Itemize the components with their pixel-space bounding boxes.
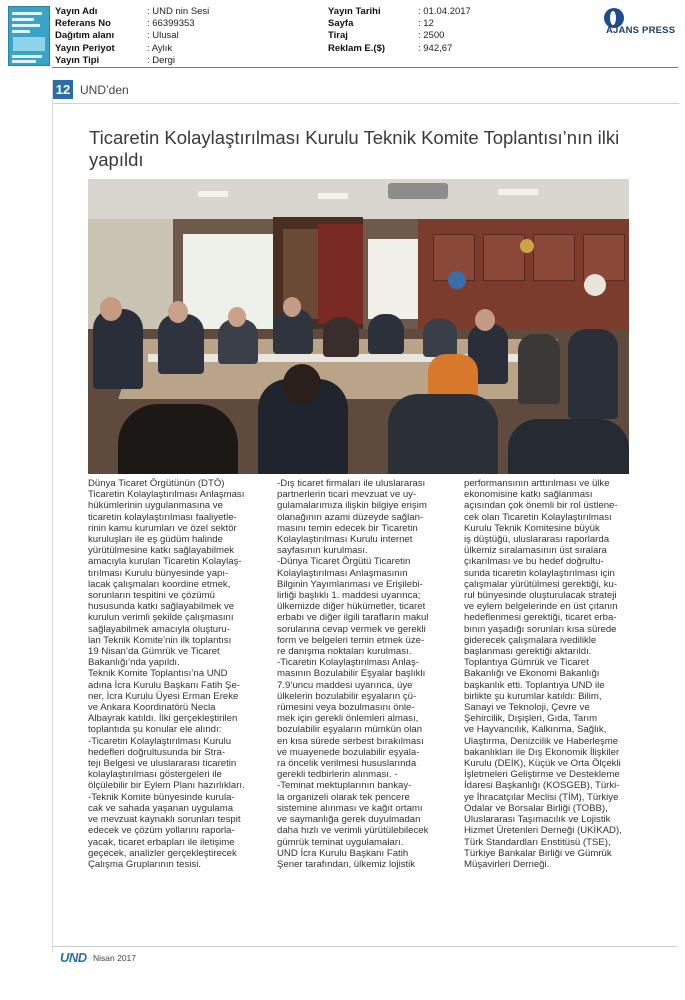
article-column-3: performansının arttırılması ve ülke ekonomisine katkı sağlanması açısından çok önemli bir rol üstlene- cek olan Ticaretin Kolaylaştırılması Kurulu Teknik Komitesine büyük iş düştüğü, uluslararası raporlarda ülkemiz sıralamasının üst sıralara çıkarılması ve bu hedef doğrultu- sunda ticaretin kolaylaştırılması için çalışmalar yürütülmesi gerektiği, ku- rul bünyesinde oluşturulacak strateji ve eylem belgelerinde en üst çıtanın hedeflenmesi gerektiği, ticaret erba- bının yaşadığı sorunları kısa sürede giderecek çalışmalara ivedilikle başlanması gerektiği aktarıldı. Toplantıya Gümrük ve Ticaret Bakanlığı ve Ekonomi Bakanlığı başkanlık etti. Toplantıya UND ile birlikte şu kurumlar katıldı: Bilim, Sanayi ve Teknoloji, Çevre ve Şehircilik, Dışişleri, Gıda, Tarım ve Hayvancılık, Kalkınma, Sağlık, Ulaştırma, Denizcilik ve Haberleşme bakanlıkları ile Dış Ekonomik İlişkiler Kurulu (DEİK), Küçük ve Orta Ölçekli İşletmeleri Geliştirme ve Destekleme İdaresi Başkanlığı (KOSGEB), Türki- ye İhracatçılar Meclisi (TİM), Türkiye Odalar ve Borsalar Birliği (TOBB), Uluslararası Taşımacılık ve Lojistik Hizmet Üretenleri Derneği (UKİKAD), Türk Standardları Enstitüsü (TSE), Türkiye Bankalar Birliği ve Gümrük Müşavirleri Derneği. xyxy=(464,478,622,870)
header-divider xyxy=(52,67,678,68)
article-column-2: -Dış ticaret firmaları ile uluslararası partnerlerin ticari mevzuat ve uy- gulamalarımıza ilişkin bilgiye erişim olanağının azami düzeyde sağlan- masını temin edecek bir Ticaretin Kolaylaştırılması Kurulu internet sayfasının kurulması. -Dünya Ticaret Örgütü Ticaretin Kolaylaştırılması Anlaşmasının Bilginin Yayımlanması ve Erişilebi- lirliği başlıklı 1. maddesi uyarınca; ülkemizde diğer hükümetler, ticaret erbabı ve diğer ilgili tarafların makul sorularına cevap vermek ve gerekli form ve belgeleri temin etmek üze- re danışma noktaları kurulması. -Ticaretin Kolaylaştırılması Anlaş- masının Bozulabilir Eşyalar başlıklı 7.9’uncu maddesi uyarınca, üye ülkelerin bozulabilir eşyaların çü- rümesini veya bozulmasını önle- mek için gerekli önlemleri alması, bozulabilir eşyaların mümkün olan en kısa sürede serbest bırakılması ve muayenede bozulabilir eşyala- ra öncelik verilmesi hususlarında gerekli tedbirlerin alınması. - -Teminat mektuplarının bankay- la organizeli olarak tek pencere sistemine alınması ve kağıt ortamı ve saymanlığa gerek duyulmadan daha hızlı ve verimli yürütülebilecek gümrük teminat uygulamaları. UND İcra Kurulu Başkanı Fatih Şener tarafından, ülkemiz lojistik xyxy=(277,478,429,870)
section-title: UND’den xyxy=(80,83,129,97)
meta-row: Tiraj : 2500 xyxy=(328,30,445,42)
meeting-photo xyxy=(88,179,629,474)
agency-name: AJANS PRESS xyxy=(606,25,676,36)
footer-divider xyxy=(52,946,678,947)
clipping-meta-left xyxy=(55,6,209,67)
footer-date: Nisan 2017 xyxy=(93,953,137,963)
footer-logo: UND xyxy=(60,950,87,965)
meta-row: Sayfa : 12 xyxy=(328,18,434,30)
article-column-1: Dünya Ticaret Örgütünün (DTÖ) Ticaretin Kolaylaştırılması Anlaşması hükümlerinin uygulanmasına ve ticaretin kolaylaştırılması faaliyetle- rinin kamu kurumları ve özel sektör kuruluşları ile eş güdüm halinde yürütülmesine katkı sağlayabilmek amacıyla kurulan Ticaretin Kolaylaş- tırılması Kurulu bünyesinde yapı- lacak çalışmaları koordine etmek, sorunların tespitini ve çözümü hususunda katkı sağlayabilmek ve kurulun verimli şekilde çalışmasını sağlayabilmek amacıyla oluşturu- lan Teknik Komite’nin ilk toplantısı 19 Nisan’da Gümrük ve Ticaret Bakanlığı’nda yapıldı. Teknik Komite Toplantısı’na UND adına İcra Kurulu Başkanı Fatih Şe- ner, İcra Kurulu Üyesi Erman Ereke ve Ankara Koordinatörü Necla Albayrak katıldı. İlki gerçekleştirilen toplantıda şu konular ele alındı: -Ticaretin Kolaylaştırılması Kurulu hedefleri doğrultusunda bir Stra- tejı Belgesi ve uluslararası ticaretin kolaylaştırılması göstergeleri ile ölçülebilir bir Eylem Planı hazırlıkları. -Teknik Komite bünyesinde kurula- cak ve sahada yaşanan uygulama ve mevzuat kaynaklı sorunları tespit edecek ve çözüm yollarını raporla- yacak, ticaret erbapları ile iletişime geçecek, analizler gerçekleştirecek Çalışma Gruplarının tesisi. xyxy=(88,478,245,870)
meta-row: Yayın Periyot : Aylık xyxy=(55,42,173,54)
section-divider xyxy=(53,103,679,104)
meta-row: Yayın Adı : UND nin Sesi xyxy=(55,6,210,17)
meta-row: Dağıtım alanı : Ulusal xyxy=(55,30,179,42)
ajans-press-logo xyxy=(604,8,680,38)
meta-row: Yayın Tarihi : 01.04.2017 xyxy=(328,6,471,17)
meta-row: Reklam E.($) : 942,67 xyxy=(328,42,453,54)
page-thumbnail[interactable] xyxy=(8,6,50,66)
clipping-header xyxy=(0,0,685,70)
meta-row: Yayın Tipi : Dergi xyxy=(55,54,175,66)
clipping-meta-right xyxy=(328,6,471,55)
page-number: 12 xyxy=(53,80,73,99)
meta-row: Referans No : 66399353 xyxy=(55,18,195,30)
article-title: Ticaretin Kolaylaştırılması Kurulu Teknik Komite Toplantısı’nın ilki yapıldı xyxy=(89,127,620,170)
